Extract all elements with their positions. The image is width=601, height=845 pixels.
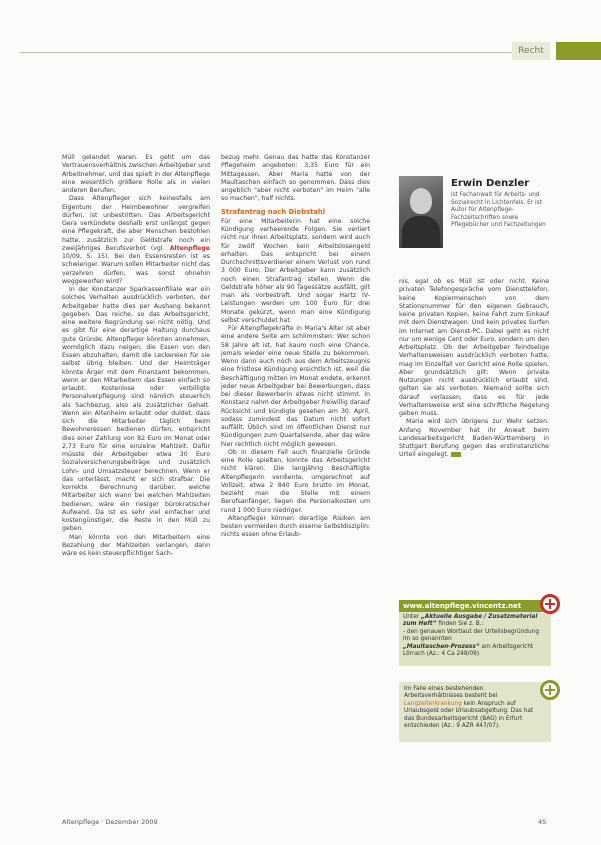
magazine-reference: Altenpflege — [169, 244, 210, 252]
paragraph: Für eine Mitarbeiterin hat eine solche Kündigung verheerende Folgen. Sie verliert nicht nur ihren Arbeitsplatz, sondern wird auch für zwölf Wochen kein Arbeitslosengeld erhalten. Das entspricht bei einem Durchschnittsverdiener einem Verlust von rund 3 000 Euro. Der Arbeitgeber kann zusätzlich noch einen Strafantrag stellen. Wenn die Geldstrafe höher als 90 Tagessätze ausfällt, gilt man als vorbestraft. Und sogar Hartz IV-Leistungen werden um 100 Euro für drei Monate gekürzt, wenn man eine Kündigung selbst verschuldet hat. — [221, 217, 370, 324]
plus-icon — [540, 594, 560, 614]
info-text: Im Falle eines bestehenden Arbeitsverhältnisses besteht bei Langzeiterkrankung kein Anspruch auf Urlaubsgeld oder Urlaubsabgeltung. Das hat das Bundesarbeitsgericht (BAG) in Erfurt entschieden (Az.: 9 AZR 447/07). — [404, 686, 534, 730]
plus-icon — [540, 680, 560, 700]
paragraph: In der Konstanzer Sparkassenfiliale war ein solches Verhalten ausdrücklich verboten, der Arbeitgeber hatte dies per Aushang bekannt gegeben. Das reiche, so das Arbeitsgericht, eine weitere Begründung sei nicht nötig. Und es gibt für eine derartige Haltung durchaus gute Gründe. Altenpfleger könnten annehmen, womöglich dazu neigen, die Essen von den Essen abzuhalten, damit die Leckereien für sie selbst übrig bleiben. Und der Heimträger könnte Ärger mit dem Finanzamt bekommen, wenn er den Mitarbeitern das Essen einfach so erlaubt. Kostenlose oder verbilligte Personalverpflegung sind nämlich steuerlich als Sachbezug, also als zusätzlicher Gehalt. Wenn ein Altenheim erlaubt oder duldet, dass sich die Mitarbeiter täglich beim Bewohneressen bedienen dürfen, entspricht dies einer Zahlung von 82 Euro im Monat oder 2,73 Euro für eine einzelne Mahlzeit. Dafür müsste der Arbeitgeber etwa 30 Euro Sozialversicherungsbeiträge und zusätzlich Lohn- und Umsatzsteuer berechnen. Wenn er das unterlässt, macht er sich strafbar. Die korrekte Berechnung darüber, welche Mitarbeiter sich wann bei welchen Mahlzeiten bedienen, wäre ein riesiger bürokratischer Aufwand. Da ist es sehr viel einfacher und kostengünstiger, die Reste in den Müll zu geben. — [62, 286, 210, 533]
paragraph: Für Altenpflegekräfte in Maria's Alter ist aber eine andere Seite am schlimmsten: Wer schon 58 Jahre alt ist, hat kaum noch eine Chance, jemals wieder eine neue Stelle zu bekommen. Wenn dann auch noch aus dem Arbeitszeugnis eine fristlose Kündigung ersichtlich ist, weil die Beschäftigung mitten im Monat endete, erkennt jeder neue Arbeitgeber bei Bewerbungen, dass bei dieser Bewerberin etwas nicht stimmt. In Konstanz nahm der Arbeitgeber freiwillig darauf Rücksicht und kündigte gesehen am 30. April, sodass zumindest das Datum nicht sofort auffällt. Üblich sind im öffentlichen Dienst nur Kündigungen zum Quartalsende, aber das wäre hier rechtlich nicht möglich gewesen. — [221, 325, 370, 448]
paragraph: Man könnte von den Mitarbeitern eine Bezahlung der Mahlzeiten verlangen, dann wäre es kein steuerpflichtiger Sach- — [62, 533, 210, 557]
article-column-2 — [221, 154, 370, 540]
paragraph: Maria wird sich übrigens zur Wehr setzen. Anfang November hat ihr Anwalt beim Landesarbeitsgericht Baden-Württemberg in Stuttgart Berufung gegen das erstinstanzliche Urteil eingelegt. — [399, 418, 549, 459]
author-head — [410, 188, 432, 214]
author-bio: ist Fachanwalt für Arbeits- und Sozialrecht in Lichtenfels. Er ist Autor für Altenpflege-Fachzeitschriften sowie Pflegebücher und Fachzeitungen — [451, 192, 546, 229]
author-box — [399, 176, 550, 250]
author-photo — [399, 176, 443, 248]
info-box — [399, 682, 551, 742]
paragraph: Dass Altenpfleger sich keinesfalls am Eigentum der Heimbewohner vergreifen dürfen, ist unbestritten. Das Arbeitsgericht Gera verkündete deshalb erst unlängst gegen eine Pflegekraft, die aber Menschen bestohlen hatte, zusätzlich zur Geldstrafe noch ein zweijähriges Berufsverbot (vgl. Altenpflege 10/09, S. 15). Bei den Essensresten ist es schwieriger. Warum sollen Mitarbeiter nicht das verzehren dürfen, was sonst ohnehin weggeworfen wird? — [62, 195, 210, 285]
header-rule — [20, 52, 550, 53]
section-label: Recht — [512, 42, 550, 60]
paragraph: nis, egal ob es Müll ist oder nicht. Keine privaten Telefongespräche vom Diensttelefon, keine Kopiermenschen von dem Stationsnummer für den eigenen Gebrauch, keine privaten Kopien, keine Fahrt zum Einkauf mit dem Dienstwagen. Und kein privates Surfen im Internet am Dienst-PC. Dabei geht es nicht nur um wenige Cent oder Euro, sondern um den Arbeitsplatz. Ob der Arbeitgeber feindselige Verhaltensweisen ausdrücklich verboten hatte, mag im Einzelfall vor Gericht eine Rolle spielen. Aber grundsätzlich gilt: Wenn private Nutzungen nicht ausdrücklich erlaubt sind, gelten sie als verboten. Niemand sollte sich darauf verlassen, dass es für jede Verhaltensweise erst eine schriftliche Regelung geben muss. — [399, 278, 549, 417]
article-column-1 — [62, 154, 210, 558]
section-color-bar — [556, 42, 601, 60]
page-number: 45 — [538, 818, 547, 826]
paragraph: Altenpfleger können derartige Risiken am besten vermeiden durch eiserne Selbstdisziplin: nichts essen ohne Erlaub- — [221, 514, 370, 539]
paragraph: Müll gelandet waren. Es geht um das Vertrauensverhältnis zwischen Arbeitgeber und Arbeitnehmer, und das spielt in der Altenpflege eine wesentlich größere Rolle als in vielen anderen Berufen. — [62, 154, 210, 194]
web-link[interactable]: www.altenpflege.vincentz.net — [399, 600, 543, 612]
end-of-article-mark — [451, 452, 461, 457]
footer-publication: Altenpflege · Dezember 2009 — [62, 818, 158, 826]
paragraph: Ob in diesem Fall auch finanzielle Gründe eine Rolle spielten, konnte das Arbeitsgericht nicht klären. Die langjährig Beschäftigte Altenpflegerin verdiente, umgerechnet auf Vollzeit, etwa 2 840 Euro brutto im Monat, bezieht man die Stelle mit einem Berufsanfänger, liegen die Personalkosten um rund 1 000 Euro niedriger. — [221, 448, 370, 514]
highlight-term: Langzeiterkrankung — [404, 700, 462, 707]
web-extra-text: Unter „Aktuelle Ausgabe / Zusatzmaterial zum Heft“ finden Sie z. B.: - den genauen Wortlaut der Urteilsbegründung im so genannten „Maultaschen-Prozess“ am Arbeitsgericht Lörrach (Az.: 4 Ca 248/09) — [403, 614, 540, 658]
paragraph: bezug mehr. Genau das hatte das Konstanzer Pflegeheim angeboten: 3,35 Euro für ein Mittagessen. Aber Maria hatte von der Maultaschen einfach so genommen. Dass dies angeblich "aber nicht verboten" im Heim "alle so machen", half nichts. — [221, 154, 370, 203]
article-column-3 — [399, 278, 549, 460]
author-name: Erwin Denzler — [451, 178, 530, 189]
author-body — [402, 216, 440, 248]
web-extra-box — [399, 600, 551, 666]
subheading: Strafantrag nach Diebstahl — [221, 207, 326, 216]
